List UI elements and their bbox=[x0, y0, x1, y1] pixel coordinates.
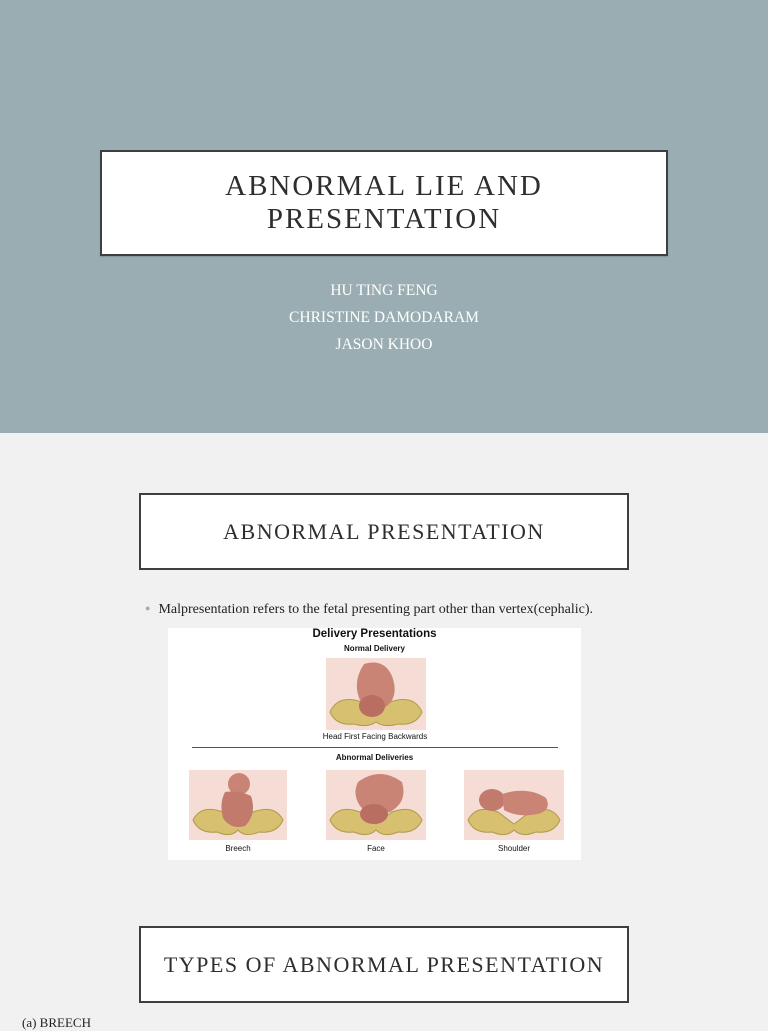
face-illustration bbox=[324, 768, 428, 842]
section-heading: ABNORMAL PRESENTATION bbox=[223, 518, 545, 544]
shoulder-caption: Shoulder bbox=[497, 844, 531, 853]
author-name: CHRISTINE DAMODARAM bbox=[289, 309, 479, 326]
abnormal-deliveries-label: Abnormal Deliveries bbox=[335, 753, 414, 762]
face-caption: Face bbox=[367, 844, 385, 853]
title-box bbox=[100, 150, 668, 256]
author-list bbox=[0, 277, 768, 358]
section-heading-box bbox=[139, 493, 629, 570]
author-name: JASON KHOO bbox=[335, 336, 433, 353]
list-item: (a) BREECH bbox=[22, 1015, 91, 1030]
normal-delivery-label: Normal Delivery bbox=[344, 644, 405, 653]
normal-delivery-illustration bbox=[324, 656, 428, 732]
bullet-text: Malpresentation refers to the fetal presenting part other than vertex(cephalic). bbox=[158, 602, 594, 617]
normal-delivery-caption: Head First Facing Backwards bbox=[322, 732, 428, 741]
shoulder-illustration bbox=[462, 768, 566, 842]
delivery-presentations-figure bbox=[168, 628, 581, 860]
presentation-title: ABNORMAL LIE AND PRESENTATION bbox=[225, 170, 543, 235]
bullet-icon: ● bbox=[145, 603, 151, 613]
title-slide bbox=[0, 0, 768, 433]
figure-title: Delivery Presentations bbox=[312, 628, 437, 640]
section-heading: TYPES OF ABNORMAL PRESENTATION bbox=[163, 951, 605, 977]
section-heading-box bbox=[139, 926, 629, 1003]
bullet-item bbox=[145, 602, 593, 618]
breech-illustration bbox=[187, 768, 289, 842]
author-name: HU TING FENG bbox=[330, 282, 438, 299]
breech-caption: Breech bbox=[225, 844, 251, 853]
figure-divider bbox=[192, 747, 558, 748]
